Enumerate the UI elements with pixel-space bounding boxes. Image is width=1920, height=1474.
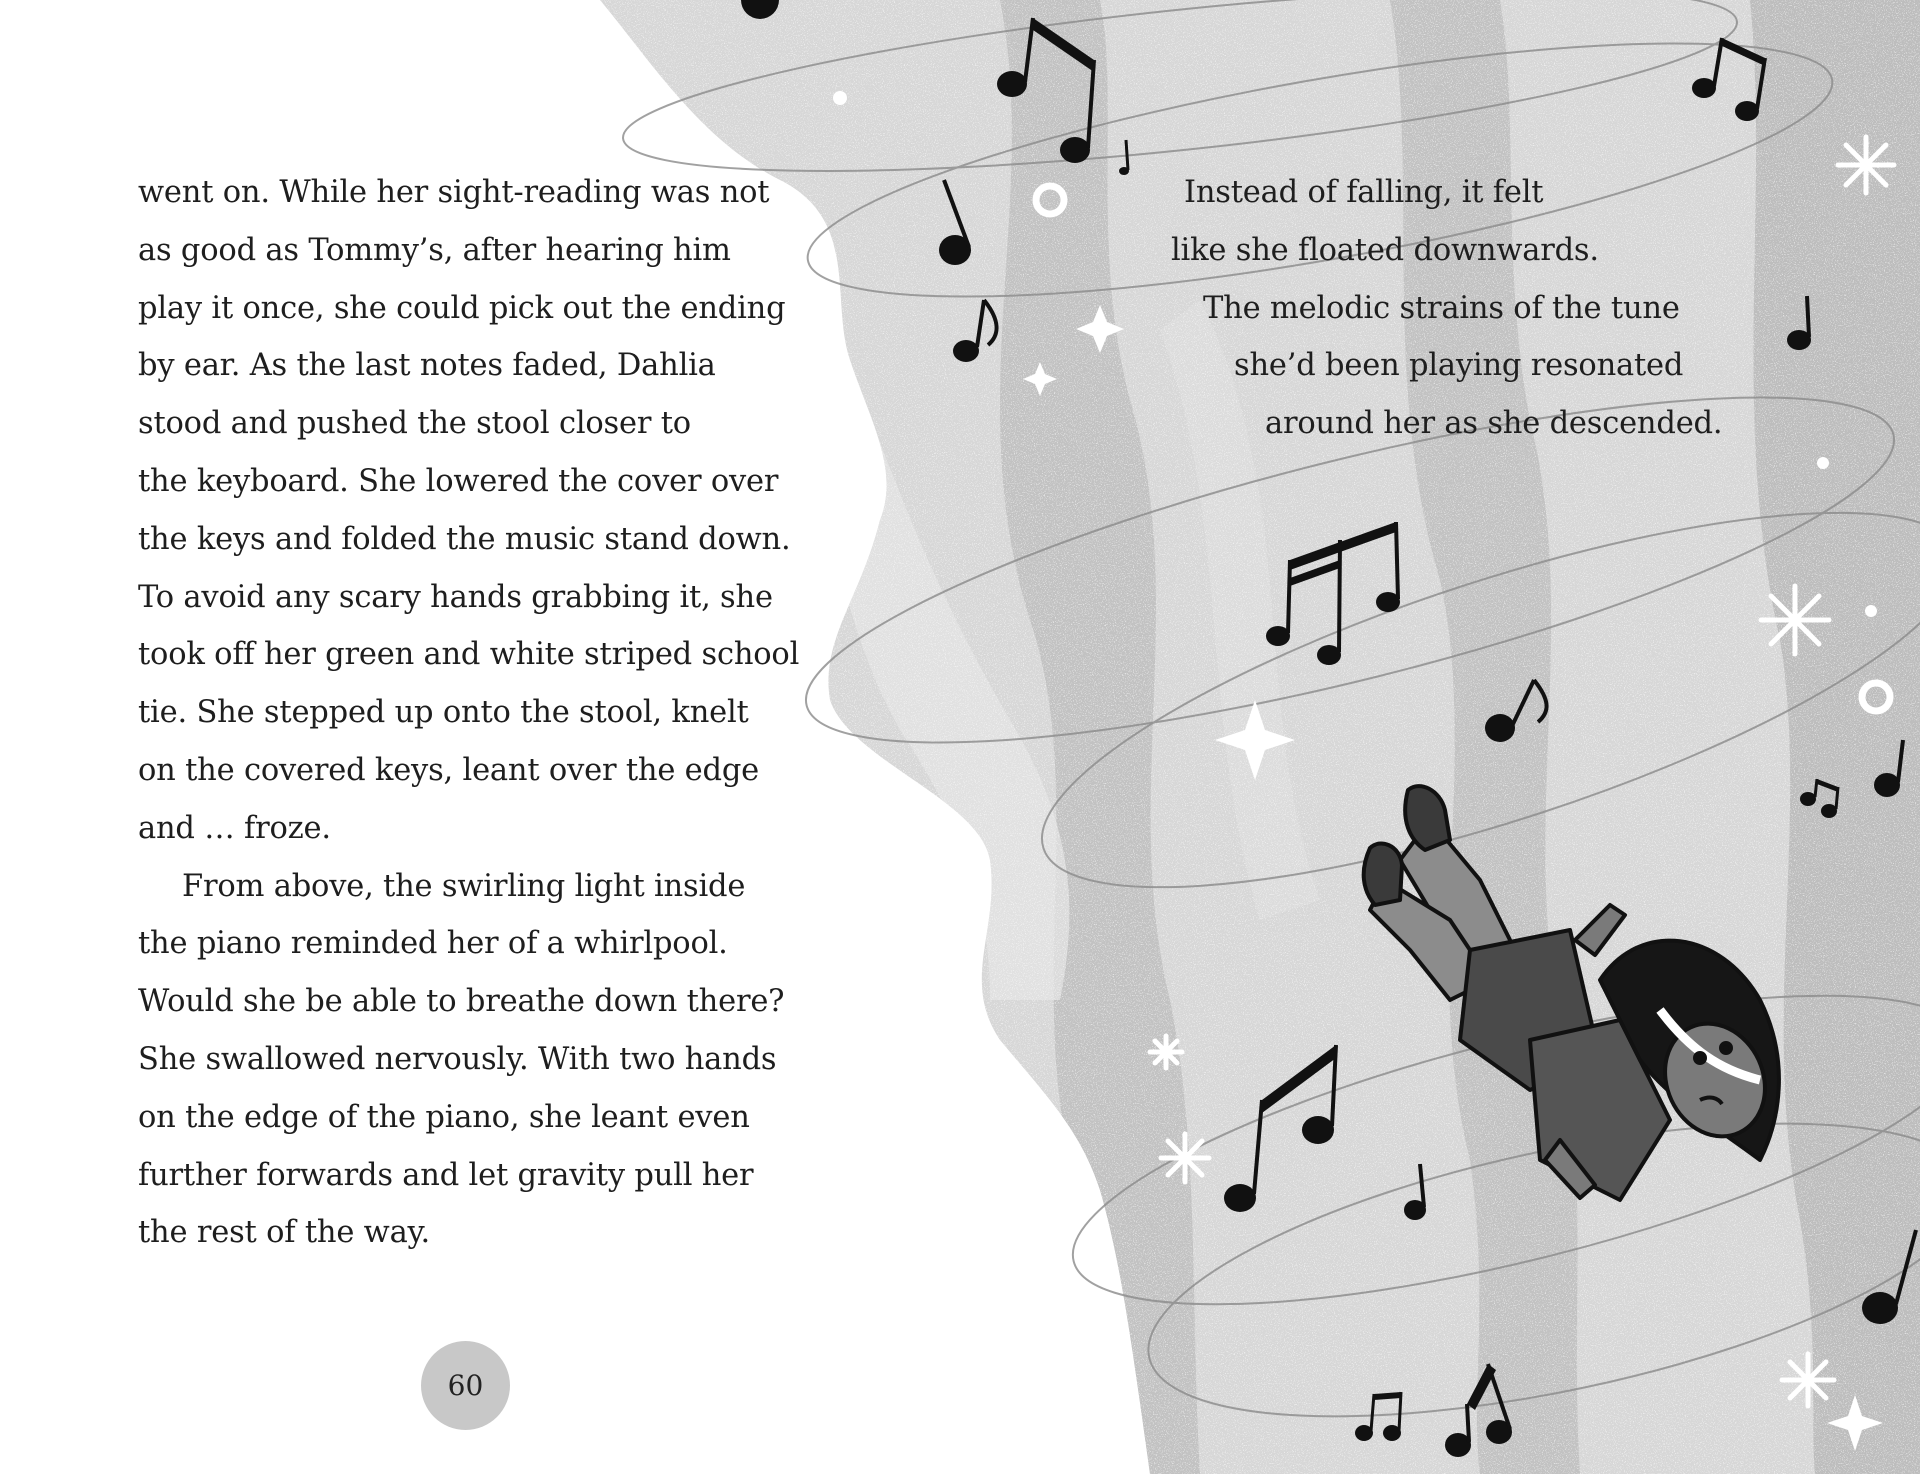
text-line: the piano reminded her of a whirlpool. [138,926,728,962]
text-line: Would she be able to breathe down there? [138,984,785,1020]
text-line: stood and pushed the stool closer to [138,406,691,442]
text-line: Instead of falling, it felt [1184,175,1544,210]
text-line: as good as Tommy’s, after hearing him [138,232,731,268]
text-line: To avoid any scary hands grabbing it, she [138,579,773,615]
text-line: by ear. As the last notes faded, Dahlia [138,348,716,384]
text-line: she’d been playing resonated [1234,348,1684,384]
text-line: play it once, she could pick out the ending [138,290,786,326]
text-line: She swallowed nervously. With two hands [138,1041,777,1077]
text-line: on the covered keys, leant over the edge [138,752,760,788]
text-line: From above, the swirling light inside [182,868,746,904]
text-line: the rest of the way. [138,1215,431,1251]
text-line: The melodic strains of the tune [1203,290,1680,326]
text-line: further forwards and let gravity pull her [138,1157,754,1193]
text-line: went on. While her sight-reading was not [138,175,770,210]
text-line: around her as she descended. [1265,406,1723,442]
text-line: the keys and folded the music stand down. [138,521,791,557]
page-number: 60 [421,1341,510,1430]
text-line: and … froze. [138,810,331,846]
text-line: tie. She stepped up onto the stool, knelt [138,695,749,731]
text-line: the keyboard. She lowered the cover over [138,463,779,499]
text-line: on the edge of the piano, she leant even [138,1099,750,1135]
text-line: like she floated downwards. [1171,232,1599,268]
left-page-text [138,164,818,1262]
paragraph [138,858,818,1263]
text-line: took off her green and white striped school [138,637,800,673]
paragraph-continued [138,164,818,858]
